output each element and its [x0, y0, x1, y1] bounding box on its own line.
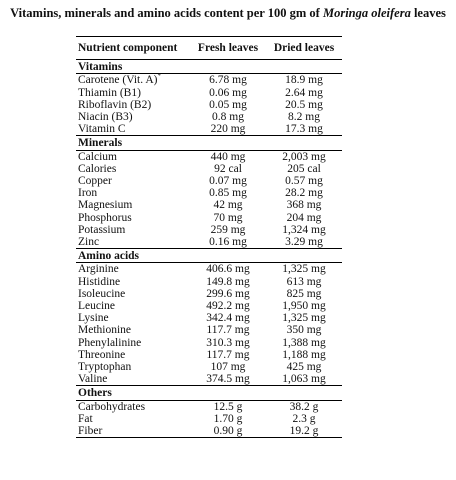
nutrient-name-cell: [76, 175, 190, 187]
dried-value-cell: 205 cal: [287, 162, 321, 175]
table-row: [76, 312, 342, 324]
fresh-value-cell: 117.7 mg: [206, 348, 250, 361]
section-title: Amino acids: [78, 250, 140, 263]
dried-value-cell: 19.2 g: [289, 425, 319, 438]
section-header-row: [76, 386, 342, 400]
fresh-value-cell: 149.8 mg: [206, 275, 250, 288]
header-nutrient-component: Nutrient component: [78, 42, 178, 54]
table-row: [76, 199, 342, 211]
nutrient-name: Copper: [78, 175, 112, 188]
nutrient-name: Vitamin C: [78, 123, 126, 136]
section-header-row: [76, 60, 342, 74]
fresh-value-cell: 70 mg: [213, 211, 243, 224]
fresh-value-cell: 107 mg: [210, 361, 246, 374]
section-header-row: [76, 136, 342, 150]
fresh-value-cell: 0.16 mg: [209, 236, 247, 249]
nutrient-name-cell: [76, 373, 190, 386]
table-row: [76, 337, 342, 349]
table-row: [76, 236, 342, 249]
nutrient-name-cell: [76, 212, 190, 224]
nutrient-name-cell: [76, 111, 190, 123]
fresh-value-cell: 42 mg: [213, 199, 243, 212]
title-species: Moringa oleifera: [322, 6, 411, 20]
table-row: [76, 187, 342, 199]
header-dried-leaves: Dried leaves: [273, 42, 335, 54]
table-row: [76, 74, 342, 87]
nutrient-name: Niacin (B3): [78, 111, 133, 124]
fresh-value-cell: 1.70 g: [213, 412, 243, 425]
fresh-value-cell: 259 mg: [210, 223, 246, 236]
dried-value-cell: 0.57 mg: [285, 175, 323, 188]
nutrient-name-cell: [76, 187, 190, 199]
title-prefix: Vitamins, minerals and amino acids content per 100 gm of: [10, 6, 323, 20]
nutrient-name-cell: [76, 236, 190, 249]
footnote-marker: *: [157, 72, 161, 81]
dried-value-cell: 1,063 mg: [282, 373, 326, 386]
table-body: [76, 60, 342, 438]
nutrient-name-cell: [76, 425, 190, 438]
nutrient-name-cell: [76, 224, 190, 236]
nutrient-name: Methionine: [78, 324, 132, 337]
dried-value-cell: 3.29 mg: [285, 236, 323, 249]
nutrient-name-cell: [76, 123, 190, 136]
table-row: [76, 349, 342, 361]
table-row: [76, 150, 342, 163]
nutrient-name: Phosphorus: [78, 211, 132, 224]
nutrient-name-cell: [76, 99, 190, 111]
header-fresh-leaves: Fresh leaves: [197, 42, 259, 54]
fresh-value-cell: 310.3 mg: [206, 336, 250, 349]
nutrient-name-cell: [76, 337, 190, 349]
dried-value-cell: 17.3 mg: [285, 123, 323, 136]
nutrient-name-cell: [76, 324, 190, 336]
table-title: [0, 6, 456, 21]
table-row: [76, 425, 342, 438]
nutrient-name: Tryptophan: [78, 361, 132, 374]
nutrient-name: Riboflavin (B2): [78, 98, 152, 111]
nutrient-name-cell: [76, 288, 190, 300]
fresh-value-cell: 0.8 mg: [212, 111, 244, 124]
table-row: [76, 111, 342, 123]
nutrient-name-cell: [76, 361, 190, 373]
dried-value-cell: 2.3 g: [292, 412, 316, 425]
table-row: [76, 288, 342, 300]
dried-value-cell: 1,388 mg: [282, 336, 326, 349]
table-row: [76, 373, 342, 386]
nutrient-name: Iron: [78, 187, 98, 200]
nutrient-table: [76, 36, 342, 438]
dried-value-cell: 38.2 g: [289, 400, 319, 413]
fresh-value-cell: 0.85 mg: [209, 187, 247, 200]
nutrient-name: Zinc: [78, 236, 100, 249]
nutrient-name: Leucine: [78, 300, 116, 313]
table-row: [76, 413, 342, 425]
fresh-value-cell: 6.78 mg: [209, 74, 247, 87]
nutrient-name: Threonine: [78, 348, 126, 361]
section-header-row: [76, 249, 342, 263]
dried-value-cell: 1,324 mg: [282, 223, 326, 236]
table-row: [76, 212, 342, 224]
fresh-value-cell: 0.07 mg: [209, 175, 247, 188]
dried-value-cell: 2.64 mg: [285, 86, 323, 99]
table-row: [76, 263, 342, 276]
fresh-value-cell: 0.06 mg: [209, 86, 247, 99]
table-header: [76, 37, 342, 60]
nutrient-name: Fiber: [78, 425, 103, 438]
section-title: Vitamins: [78, 61, 123, 74]
nutrient-name-cell: [76, 413, 190, 425]
nutrient-name: Phenylalinine: [78, 336, 142, 349]
fresh-value-cell: 92 cal: [214, 162, 242, 175]
fresh-value-cell: 0.90 g: [213, 425, 243, 438]
nutrient-name: Magnesium: [78, 199, 133, 212]
fresh-value-cell: 374.5 mg: [206, 373, 250, 386]
dried-value-cell: 350 mg: [286, 324, 322, 337]
dried-value-cell: 20.5 mg: [285, 98, 323, 111]
nutrient-name-cell: [76, 74, 190, 87]
header-row: [76, 37, 342, 60]
dried-value-cell: 613 mg: [286, 275, 322, 288]
nutrient-name: Lysine: [78, 312, 109, 325]
nutrient-name-cell: [76, 150, 190, 163]
table-row: [76, 276, 342, 288]
nutrient-name: Isoleucine: [78, 287, 126, 300]
nutrient-name-cell: [76, 87, 190, 99]
nutrient-name: Carbohydrates: [78, 400, 146, 413]
dried-value-cell: 1,325 mg: [282, 312, 326, 325]
nutrient-name-cell: [76, 312, 190, 324]
nutrient-name: Thiamin (B1): [78, 86, 141, 99]
dried-value-cell: 2,003 mg: [282, 150, 326, 163]
nutrient-name: Potassium: [78, 223, 126, 236]
dried-value-cell: 1,188 mg: [282, 348, 326, 361]
table-row: [76, 224, 342, 236]
nutrient-name-cell: [76, 349, 190, 361]
table-row: [76, 123, 342, 136]
section-title: Others: [78, 387, 112, 400]
nutrient-name-cell: [76, 263, 190, 276]
dried-value-cell: 1,325 mg: [282, 263, 326, 276]
fresh-value-cell: 12.5 g: [213, 400, 243, 413]
nutrient-name: Histidine: [78, 275, 121, 288]
nutrient-name-cell: [76, 300, 190, 312]
fresh-value-cell: 220 mg: [210, 123, 246, 136]
table-row: [76, 324, 342, 336]
nutrient-name: Calories: [78, 162, 117, 175]
table-row: [76, 163, 342, 175]
nutrient-name: Carotene (Vit. A): [78, 74, 158, 87]
dried-value-cell: 204 mg: [286, 211, 322, 224]
table-row: [76, 400, 342, 413]
title-suffix: leaves: [410, 6, 446, 20]
nutrient-name-cell: [76, 276, 190, 288]
table-row: [76, 300, 342, 312]
nutrient-name: Fat: [78, 412, 93, 425]
dried-value-cell: 8.2 mg: [288, 111, 320, 124]
dried-value-cell: 368 mg: [286, 199, 322, 212]
fresh-value-cell: 492.2 mg: [206, 300, 250, 313]
dried-value-cell: 1,950 mg: [282, 300, 326, 313]
dried-value-cell: 28.2 mg: [285, 187, 323, 200]
dried-value-cell: 425 mg: [286, 361, 322, 374]
fresh-value-cell: 0.05 mg: [209, 98, 247, 111]
nutrient-name: Arginine: [78, 263, 119, 276]
fresh-value-cell: 406.6 mg: [206, 263, 250, 276]
nutrient-name: Valine: [78, 373, 108, 386]
table-row: [76, 361, 342, 373]
fresh-value-cell: 440 mg: [210, 150, 246, 163]
dried-value-cell: 825 mg: [286, 287, 322, 300]
nutrient-name-cell: [76, 163, 190, 175]
table-row: [76, 175, 342, 187]
fresh-value-cell: 342.4 mg: [206, 312, 250, 325]
nutrient-name-cell: [76, 400, 190, 413]
nutrient-name-cell: [76, 199, 190, 211]
nutrient-name: Calcium: [78, 150, 117, 163]
fresh-value-cell: 299.6 mg: [206, 287, 250, 300]
dried-value-cell: 18.9 mg: [285, 74, 323, 87]
table-row: [76, 99, 342, 111]
section-title: Minerals: [78, 137, 123, 150]
fresh-value-cell: 117.7 mg: [206, 324, 250, 337]
table-row: [76, 87, 342, 99]
